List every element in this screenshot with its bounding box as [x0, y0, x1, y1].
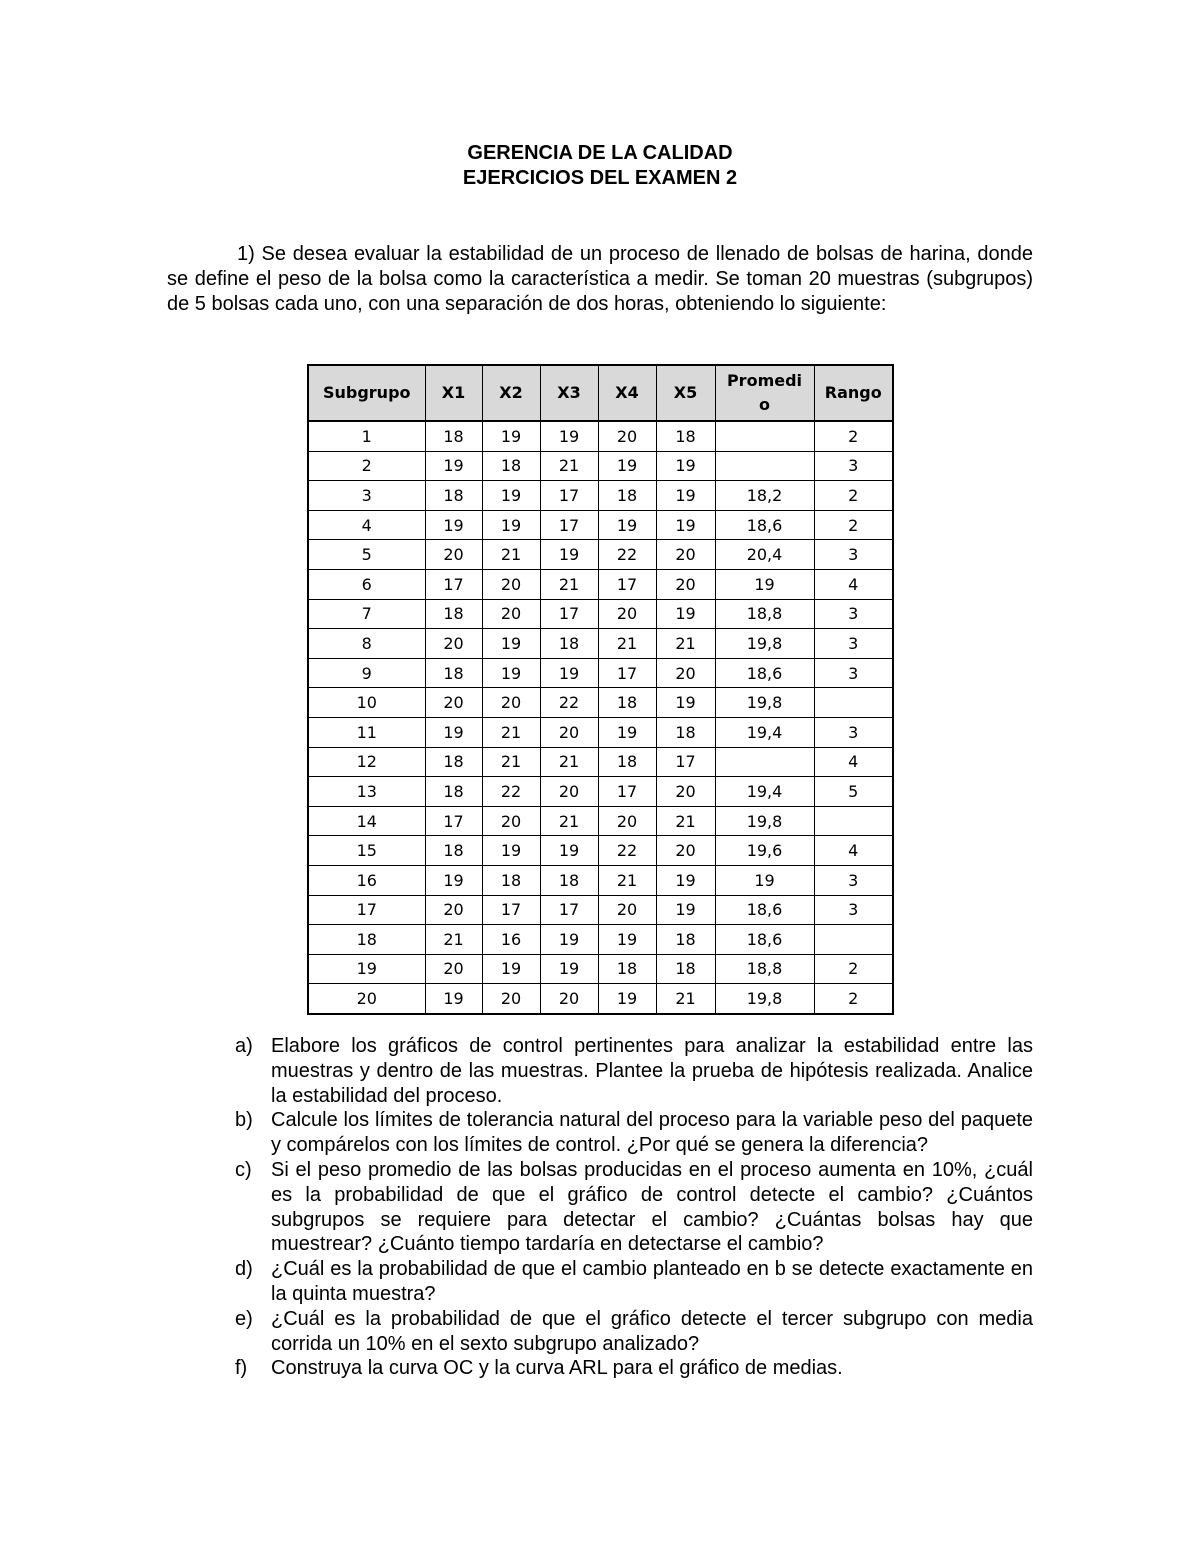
table-cell: 20 [656, 836, 715, 866]
table-cell: 19 [656, 895, 715, 925]
table-cell: 3 [814, 629, 893, 659]
table-cell: 17 [598, 569, 656, 599]
table-cell: 19 [598, 925, 656, 955]
table-cell: 18,6 [715, 658, 814, 688]
table-cell [715, 747, 814, 777]
table-cell: 17 [308, 895, 425, 925]
table-cell: 19,8 [715, 984, 814, 1014]
table-cell: 8 [308, 629, 425, 659]
column-header: X3 [540, 365, 598, 421]
table-cell: 18 [425, 658, 482, 688]
table-cell: 18 [540, 629, 598, 659]
table-cell: 3 [814, 865, 893, 895]
table-cell: 6 [308, 569, 425, 599]
table-cell: 3 [814, 540, 893, 570]
table-row [308, 688, 893, 718]
table-cell: 21 [482, 747, 540, 777]
table-cell: 20 [656, 658, 715, 688]
table-cell: 19 [656, 865, 715, 895]
table-cell: 18 [598, 688, 656, 718]
question-text: Elabore los gráficos de control pertinentes para analizar la estabilidad entre las muestras y dentro de las muestras. Plantee la prueba de hipótesis realizada. Analice la estabilidad del proceso. [271, 1035, 1033, 1107]
table-row [308, 717, 893, 747]
column-header: Rango [814, 365, 893, 421]
table-row [308, 540, 893, 570]
table-cell: 2 [814, 421, 893, 451]
table-cell: 20 [308, 984, 425, 1014]
table-cell: 19 [482, 629, 540, 659]
table-row [308, 510, 893, 540]
table-cell: 3 [814, 895, 893, 925]
table-cell: 19 [540, 658, 598, 688]
question-item [235, 1034, 1033, 1108]
table-row [308, 925, 893, 955]
table-row [308, 451, 893, 481]
table-cell: 19,8 [715, 806, 814, 836]
table-cell: 22 [598, 540, 656, 570]
table-row [308, 777, 893, 807]
document-title: GERENCIA DE LA CALIDAD [467, 142, 733, 164]
question-text: Si el peso promedio de las bolsas producidas en el proceso aumenta en 10%, ¿cuál es la probabilidad de que el gráfico de control detecte el cambio? ¿Cuántos subgrupos se requiere para detectar el cambio? ¿Cuántas bolsas hay que muestrear? ¿Cuánto tiempo tardaría en detectarse el cambio? [271, 1158, 1033, 1256]
table-row [308, 569, 893, 599]
table-cell: 19 [482, 836, 540, 866]
table-cell: 20 [425, 895, 482, 925]
column-header: X2 [482, 365, 540, 421]
table-cell [715, 421, 814, 451]
table-cell: 14 [308, 806, 425, 836]
table-cell: 18 [598, 747, 656, 777]
table-cell: 19,4 [715, 777, 814, 807]
table-cell: 19 [425, 717, 482, 747]
table-cell: 20 [656, 540, 715, 570]
table-cell: 1 [308, 421, 425, 451]
table-cell: 19 [482, 510, 540, 540]
table-cell: 2 [308, 451, 425, 481]
table-cell: 22 [540, 688, 598, 718]
table-cell: 21 [482, 540, 540, 570]
table-cell: 20 [598, 421, 656, 451]
table-cell: 20,4 [715, 540, 814, 570]
table-cell: 13 [308, 777, 425, 807]
table-row [308, 954, 893, 984]
table-cell: 21 [540, 747, 598, 777]
table-cell: 18 [425, 421, 482, 451]
table-cell: 19,6 [715, 836, 814, 866]
column-header: Promedio [715, 365, 814, 421]
table-cell: 20 [598, 599, 656, 629]
table-cell: 20 [425, 954, 482, 984]
table-cell: 22 [598, 836, 656, 866]
question-letter: b) [235, 1109, 253, 1132]
table-cell: 3 [814, 599, 893, 629]
table-cell [814, 806, 893, 836]
table-cell: 4 [814, 569, 893, 599]
table-cell: 19 [482, 954, 540, 984]
table-cell: 17 [540, 481, 598, 511]
table-cell: 18 [425, 599, 482, 629]
table-cell: 17 [598, 777, 656, 807]
table-cell: 18 [425, 836, 482, 866]
question-text: Construya la curva OC y la curva ARL para el gráfico de medias. [271, 1357, 843, 1380]
table-cell: 12 [308, 747, 425, 777]
table-cell: 20 [598, 806, 656, 836]
table-cell: 20 [482, 688, 540, 718]
table-cell: 3 [814, 451, 893, 481]
table-cell: 18 [540, 865, 598, 895]
table-cell: 16 [308, 865, 425, 895]
table-cell: 19,4 [715, 717, 814, 747]
table-row [308, 629, 893, 659]
table-cell: 18 [482, 451, 540, 481]
table-cell: 20 [482, 599, 540, 629]
table-cell: 21 [482, 717, 540, 747]
table-cell: 20 [540, 777, 598, 807]
document-subtitle: EJERCICIOS DEL EXAMEN 2 [462, 167, 738, 189]
table-cell: 2 [814, 510, 893, 540]
table-cell: 18 [656, 954, 715, 984]
table-cell: 20 [540, 984, 598, 1014]
question-text: ¿Cuál es la probabilidad de que el cambio planteado en b se detecte exactamente en la quinta muestra? [271, 1258, 1033, 1305]
table-header-row [308, 365, 893, 421]
table-cell: 18 [656, 421, 715, 451]
table-cell: 19 [425, 510, 482, 540]
table-row [308, 895, 893, 925]
table-cell: 19 [656, 451, 715, 481]
table-cell [814, 925, 893, 955]
table-cell: 19 [715, 569, 814, 599]
table-cell: 16 [482, 925, 540, 955]
table-cell: 19 [308, 954, 425, 984]
table-cell: 19 [425, 984, 482, 1014]
table-cell: 4 [814, 836, 893, 866]
table-cell: 10 [308, 688, 425, 718]
question-item [235, 1307, 1033, 1357]
table-cell: 20 [425, 629, 482, 659]
table-cell: 19 [598, 984, 656, 1014]
column-header: X1 [425, 365, 482, 421]
table-cell: 17 [482, 895, 540, 925]
table-cell: 20 [482, 806, 540, 836]
table-cell: 21 [425, 925, 482, 955]
table-cell: 19 [540, 925, 598, 955]
table-cell: 17 [598, 658, 656, 688]
table-cell: 18 [308, 925, 425, 955]
table-row [308, 747, 893, 777]
question-text: Calcule los límites de tolerancia natural del proceso para la variable peso del paquete y compárelos con los límites de control. ¿Por qué se genera la diferencia? [271, 1109, 1033, 1157]
table-cell: 19 [540, 540, 598, 570]
table-cell: 4 [814, 747, 893, 777]
table-cell: 9 [308, 658, 425, 688]
table-cell: 7 [308, 599, 425, 629]
table-cell: 19 [715, 865, 814, 895]
table-cell: 2 [814, 984, 893, 1014]
table-cell: 22 [482, 777, 540, 807]
table-row [308, 421, 893, 451]
table-cell: 18,6 [715, 510, 814, 540]
table-cell: 20 [425, 688, 482, 718]
table-cell: 18 [425, 747, 482, 777]
table-cell: 19,8 [715, 629, 814, 659]
table-cell: 18,6 [715, 925, 814, 955]
table-cell: 17 [656, 747, 715, 777]
table-cell: 3 [308, 481, 425, 511]
samples-table [307, 364, 894, 1015]
table-cell: 21 [656, 629, 715, 659]
table-cell: 2 [814, 481, 893, 511]
table-cell: 5 [814, 777, 893, 807]
table-cell: 21 [598, 865, 656, 895]
question-item [235, 1257, 1033, 1307]
table-cell: 18,8 [715, 954, 814, 984]
table-cell: 17 [425, 569, 482, 599]
table-cell: 21 [540, 569, 598, 599]
table-cell: 19 [598, 510, 656, 540]
question-text: ¿Cuál es la probabilidad de que el gráfico detecte el tercer subgrupo con media corrida un 10% en el sexto subgrupo analizado? [271, 1307, 1033, 1355]
table-cell: 3 [814, 658, 893, 688]
table-cell: 15 [308, 836, 425, 866]
table-cell: 19 [540, 836, 598, 866]
problem-statement: 1) Se desea evaluar la estabilidad de un proceso de llenado de bolsas de harina, donde se define el peso de la bolsa como la característica a medir. Se toman 20 muestras (subgrupos) de 5 bolsas cada uno, con una separación de dos horas, obteniendo lo siguiente: [167, 243, 1033, 315]
table-cell: 18 [482, 865, 540, 895]
table-row [308, 658, 893, 688]
table-cell: 21 [656, 984, 715, 1014]
question-letter: e) [235, 1307, 253, 1330]
table-cell: 19,8 [715, 688, 814, 718]
table-cell: 11 [308, 717, 425, 747]
table-cell: 19 [540, 954, 598, 984]
table-cell [715, 451, 814, 481]
table-cell: 5 [308, 540, 425, 570]
table-cell: 21 [540, 806, 598, 836]
table-row [308, 836, 893, 866]
table-cell: 21 [598, 629, 656, 659]
table-cell: 19 [482, 481, 540, 511]
table-row [308, 481, 893, 511]
table-cell: 18 [425, 481, 482, 511]
table-cell: 19 [656, 481, 715, 511]
table-row [308, 599, 893, 629]
table-cell [814, 688, 893, 718]
table-cell: 19 [482, 658, 540, 688]
table-cell: 20 [482, 569, 540, 599]
table-cell: 20 [425, 540, 482, 570]
table-row [308, 984, 893, 1014]
table-cell: 17 [540, 895, 598, 925]
question-letter: d) [235, 1258, 253, 1281]
table-cell: 20 [598, 895, 656, 925]
table-cell: 4 [308, 510, 425, 540]
question-item [235, 1158, 1033, 1257]
table-cell: 20 [540, 717, 598, 747]
table-cell: 19 [425, 865, 482, 895]
table-cell: 19 [656, 688, 715, 718]
table-cell: 18,2 [715, 481, 814, 511]
questions-list [235, 1034, 1033, 1381]
column-header: X4 [598, 365, 656, 421]
table-cell: 2 [814, 954, 893, 984]
table-body [308, 421, 893, 1014]
table-cell: 20 [656, 777, 715, 807]
table-cell: 19 [656, 599, 715, 629]
table-cell: 18 [598, 481, 656, 511]
table-cell: 3 [814, 717, 893, 747]
table-cell: 21 [656, 806, 715, 836]
question-item [235, 1356, 1033, 1381]
table-cell: 20 [656, 569, 715, 599]
table-cell: 20 [482, 984, 540, 1014]
question-letter: c) [235, 1158, 252, 1181]
question-letter: a) [235, 1035, 253, 1057]
table-cell: 17 [540, 510, 598, 540]
table-cell: 18 [656, 925, 715, 955]
question-letter: f) [235, 1357, 248, 1380]
table-cell: 19 [540, 421, 598, 451]
table-cell: 17 [540, 599, 598, 629]
table-cell: 19 [598, 717, 656, 747]
table-cell: 18,8 [715, 599, 814, 629]
table-cell: 19 [656, 510, 715, 540]
table-cell: 19 [598, 451, 656, 481]
table-cell: 18 [598, 954, 656, 984]
table-row [308, 865, 893, 895]
column-header: X5 [656, 365, 715, 421]
table-cell: 21 [540, 451, 598, 481]
column-header: Subgrupo [308, 365, 425, 421]
table-cell: 19 [425, 451, 482, 481]
table-cell: 18 [425, 777, 482, 807]
table-cell: 17 [425, 806, 482, 836]
table-row [308, 806, 893, 836]
table-cell: 18,6 [715, 895, 814, 925]
question-item [235, 1108, 1033, 1158]
table-cell: 19 [482, 421, 540, 451]
table-cell: 18 [656, 717, 715, 747]
